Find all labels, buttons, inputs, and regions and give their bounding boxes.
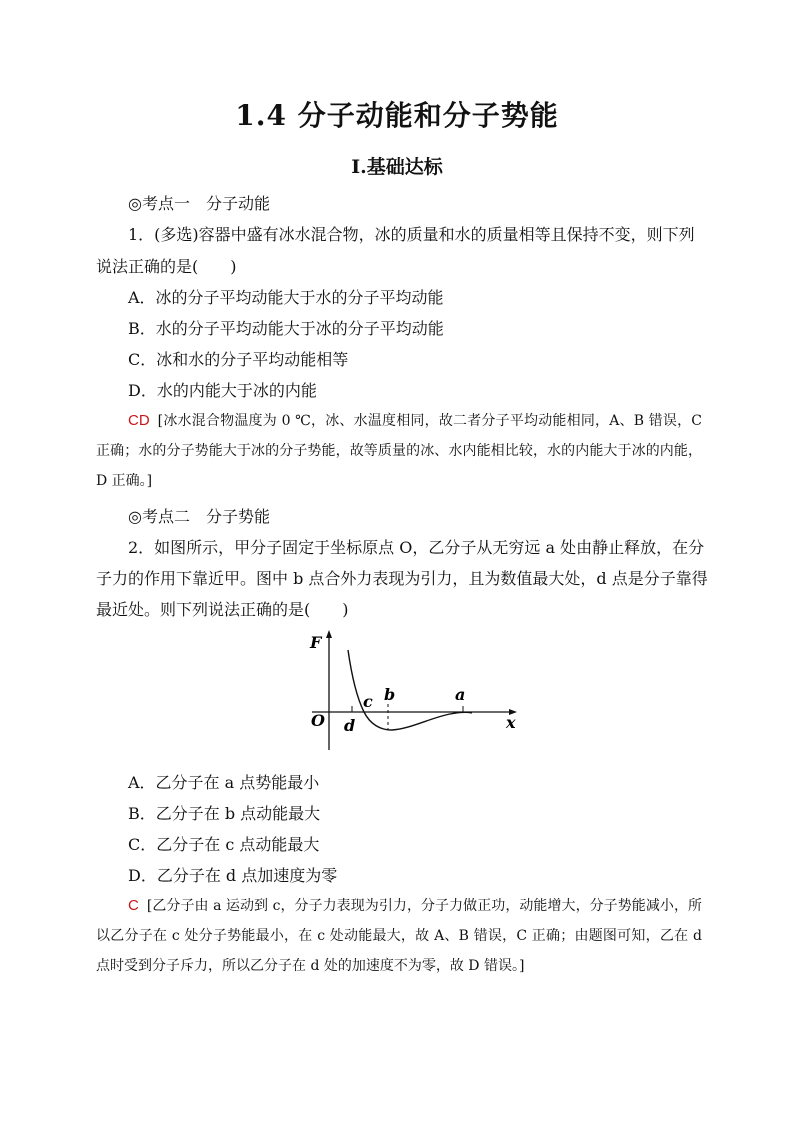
q2-answer-key: C	[128, 897, 139, 914]
q2-option-b: B．乙分子在 b 点动能最大	[128, 804, 321, 823]
point-label-a: a	[455, 685, 466, 704]
q2-option-d: D．乙分子在 d 点加速度为零	[128, 866, 338, 885]
q1-option-d: D．水的内能大于冰的内能	[128, 381, 317, 400]
q2-option-c: C．乙分子在 c 点动能最大	[128, 835, 320, 854]
q1-explanation: [冰水混合物温度为 0 ℃，冰、水温度相同，故二者分子平均动能相同，A、B 错误，C 正确；水的分子势能大于冰的分子势能，故等质量的冰、水内能相比较，水的内能大于冰的内能，D 正确。]	[96, 413, 702, 489]
x-axis-label: x	[506, 713, 516, 732]
q2-stem-line2: 子力的作用下靠近甲。图中 b 点合外力表现为引力，且为数值最大处，d 点是分子靠得	[96, 569, 708, 588]
topic-heading-1: ◎考点一 分子动能	[128, 194, 270, 213]
topic-heading-2: ◎考点二 分子势能	[128, 507, 270, 526]
q2-answer	[96, 891, 702, 981]
q2-stem-line3: 最近处。则下列说法正确的是( )	[96, 600, 349, 619]
q1-option-a: A．冰的分子平均动能大于水的分子平均动能	[128, 288, 444, 307]
page-title: 1.4 分子动能和分子势能	[235, 99, 559, 132]
origin-label: O	[311, 711, 325, 730]
q1-stem-line1: 1．(多选)容器中盛有冰水混合物，冰的质量和水的质量相等且保持不变，则下列	[128, 225, 695, 244]
point-label-d: d	[344, 716, 356, 735]
q2-option-a: A．乙分子在 a 点势能最小	[128, 773, 320, 792]
point-label-c: c	[363, 692, 373, 711]
q2-explanation: [乙分子由 a 运动到 c，分子力表现为引力，分子力做正功，动能增大，分子势能减小，所以乙分子在 c 处分子势能最小，在 c 处动能最大，故 A、B 错误，C 正确；由题图可知，乙在 d 点时受到分子斥力，所以乙分子在 d 处的加速度不为零，故 D 错误。]	[96, 898, 702, 974]
section-heading: Ⅰ.基础达标	[351, 156, 443, 178]
q1-option-c: C．冰和水的分子平均动能相等	[128, 350, 349, 369]
y-axis-label: F	[310, 633, 322, 652]
q1-option-b: B．水的分子平均动能大于冰的分子平均动能	[128, 319, 444, 338]
q1-answer-key: CD	[128, 412, 150, 429]
y-axis-arrow	[326, 630, 332, 638]
force-distance-figure	[300, 628, 530, 758]
q2-stem-line1: 2．如图所示，甲分子固定于坐标原点 O，乙分子从无穷远 a 处由静止释放，在分	[128, 538, 705, 557]
point-label-b: b	[384, 685, 396, 704]
force-curve	[348, 650, 472, 730]
q1-stem-line2: 说法正确的是( )	[96, 257, 237, 276]
q1-answer	[96, 406, 702, 496]
